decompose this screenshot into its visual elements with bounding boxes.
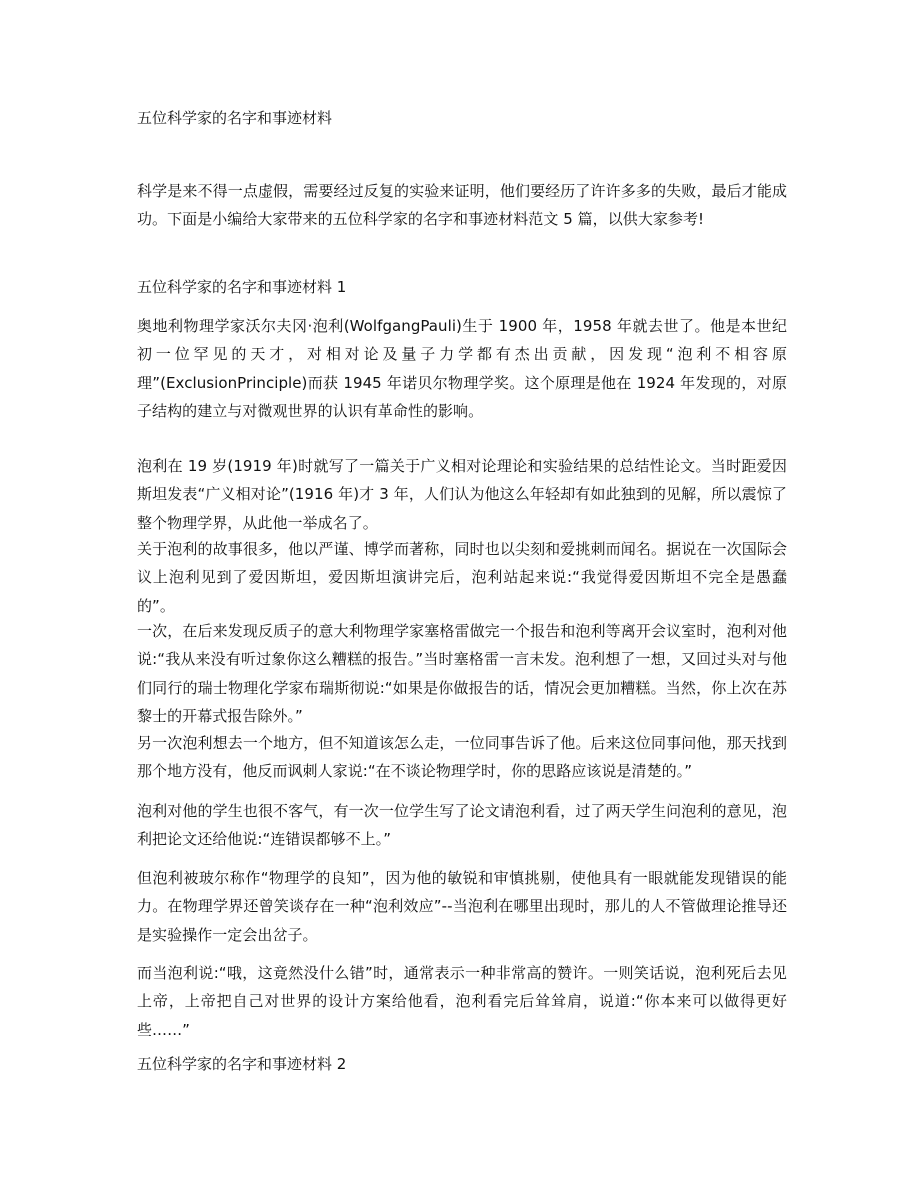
section-1-paragraph-4: 一次，在后来发现反质子的意大利物理学家塞格雷做完一个报告和泡利等离开会议室时，泡利对他说:“我从来没有听过象你这么糟糕的报告。”当时塞格雷一言未发。泡利想了一想，又回过头对与他们同行的瑞士物理化学家布瑞斯彻说:“如果是你做报告的话，情况会更加糟糕。当然，你上次在苏黎士的开幕式报告除外。” xyxy=(137,622,787,725)
section-1-paragraph-1: 奥地利物理学家沃尔夫冈·泡利(WolfgangPauli)生于 1900 年，1958 年就去世了。他是本世纪初一位罕见的天才，对相对论及量子力学都有杰出贡献，因发现“泡利不相容原理”(ExclusionPrinciple)而获 1945 年诺贝尔物理学奖。这个原理是他在 1924 年发现的，对原子结构的建立与对微观世界的认识有革命性的影响。 xyxy=(137,317,787,420)
section-1-paragraph-7: 但泡利被玻尔称作“物理学的良知”，因为他的敏锐和审慎挑剔，使他具有一眼就能发现错误的能力。在物理学界还曾笑谈存在一种“泡利效应”--当泡利在哪里出现时，那儿的人不管做理论推导还是实验操作一定会出岔子。 xyxy=(137,869,787,944)
section-heading-1: 五位科学家的名字和事迹材料 1 xyxy=(137,278,347,296)
section-1-paragraph-6: 泡利对他的学生也很不客气，有一次一位学生写了论文请泡利看，过了两天学生问泡利的意见，泡利把论文还给他说:“连错误都够不上。” xyxy=(137,802,787,849)
intro-paragraph: 科学是来不得一点虚假，需要经过反复的实验来证明，他们要经历了许许多多的失败，最后才能成功。下面是小编给大家带来的五位科学家的名字和事迹材料范文 5 篇，以供大家参考! xyxy=(137,182,787,229)
document-title: 五位科学家的名字和事迹材料 xyxy=(137,109,333,127)
section-heading-2: 五位科学家的名字和事迹材料 2 xyxy=(137,1055,347,1073)
section-1-paragraph-2: 泡利在 19 岁(1919 年)时就写了一篇关于广义相对论理论和实验结果的总结性论文。当时距爱因斯坦发表“广义相对论”(1916 年)才 3 年，人们认为他这么年轻却有如此独到的见解，所以震惊了整个物理学界，从此他一举成名了。 xyxy=(137,457,787,532)
section-1-paragraph-3: 关于泡利的故事很多，他以严谨、博学而著称，同时也以尖刻和爱挑刺而闻名。据说在一次国际会议上泡利见到了爱因斯坦，爱因斯坦演讲完后，泡利站起来说:“我觉得爱因斯坦不完全是愚蠢的”。 xyxy=(137,540,787,615)
section-1-paragraph-5: 另一次泡利想去一个地方，但不知道该怎么走，一位同事告诉了他。后来这位同事问他，那天找到那个地方没有，他反而讽刺人家说:“在不谈论物理学时，你的思路应该说是清楚的。” xyxy=(137,734,787,781)
section-1-paragraph-8: 而当泡利说:“哦，这竟然没什么错”时，通常表示一种非常高的赞许。一则笑话说，泡利死后去见上帝，上帝把自己对世界的设计方案给他看，泡利看完后耸耸肩，说道:“你本来可以做得更好些……” xyxy=(137,964,787,1039)
